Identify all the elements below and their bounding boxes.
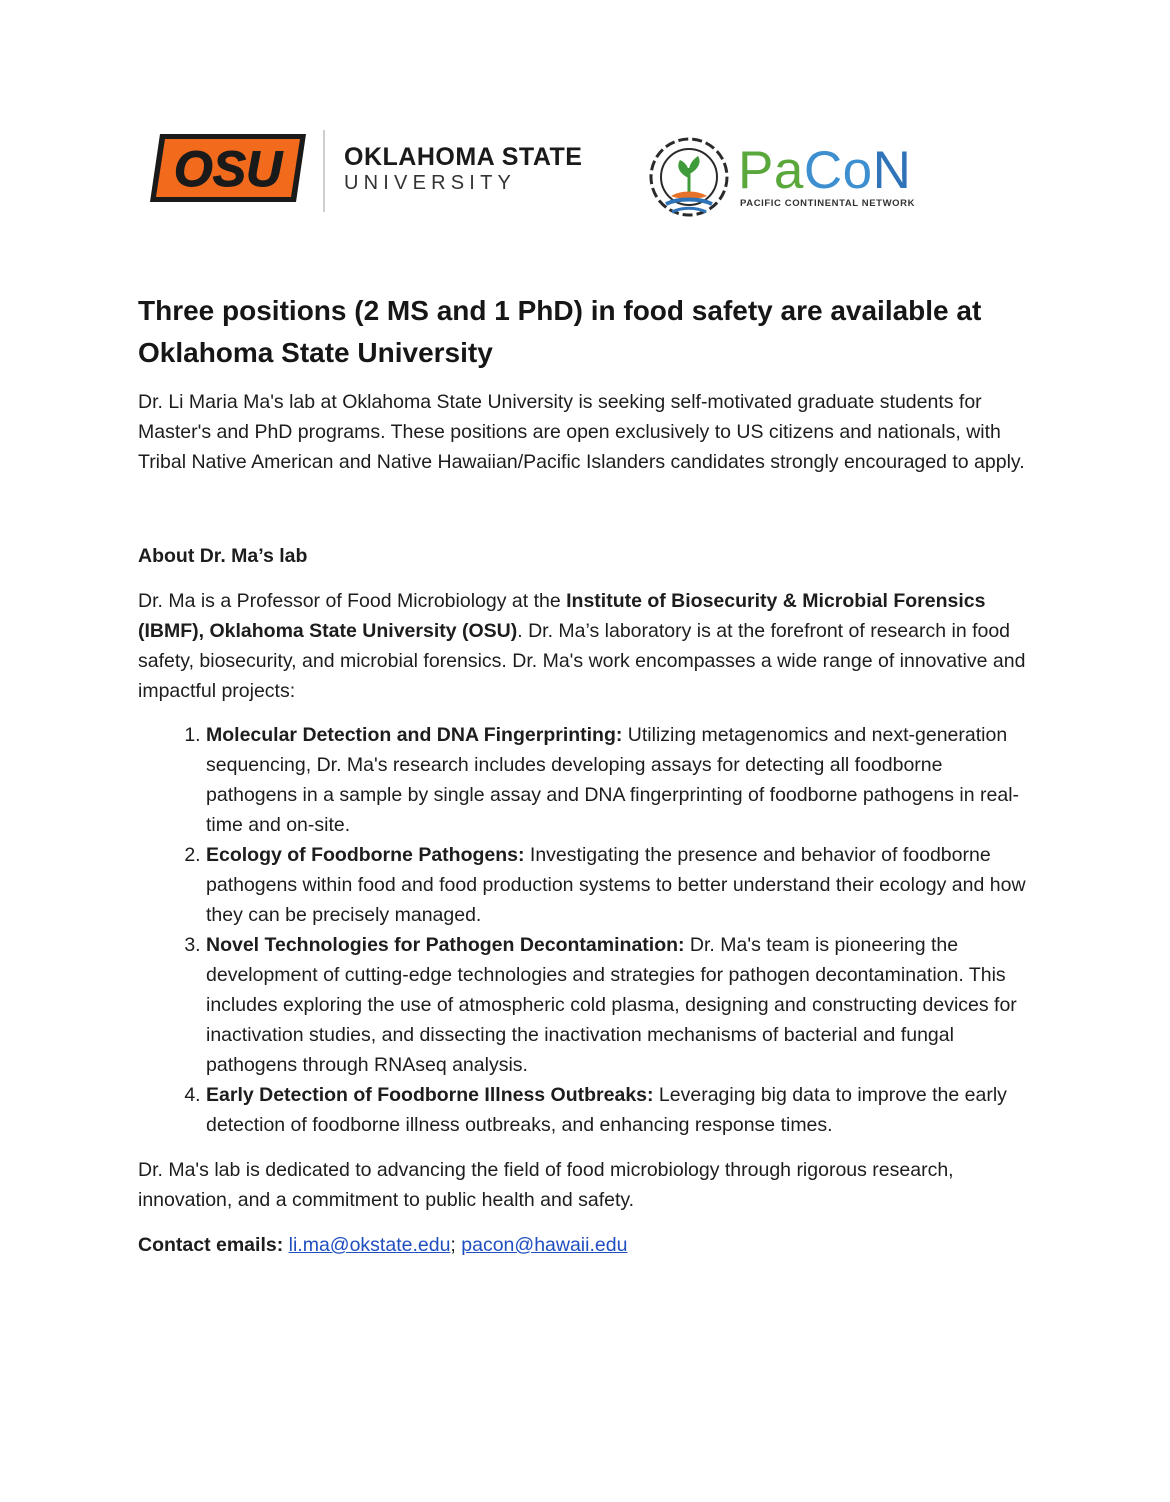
project-text: Investigating the presence and behavior of foodborne pathogens within food and food production systems to better understand their ecology and how they can be precisely managed.	[206, 844, 1026, 926]
osu-wordmark	[344, 142, 604, 194]
project-title: Novel Technologies for Pathogen Decontamination:	[206, 934, 685, 956]
osu-logo	[148, 128, 308, 208]
about-paragraph	[138, 586, 1038, 706]
osu-subname: UNIVERSITY	[344, 172, 517, 194]
about-text-start: Dr. Ma is a Professor of Food Microbiology at the	[138, 590, 567, 612]
project-text: Dr. Ma's team is pioneering the development of cutting-edge technologies and strategies for pathogen decontamination. This includes exploring the use of atmospheric cold plasma, designing and constructing devices for inactivation studies, and dissecting the inactivation mechanisms of bacterial and fungal pathogens through RNAseq analysis.	[206, 934, 1017, 1076]
list-item	[206, 840, 1038, 930]
email-link-hawaii[interactable]: pacon@hawaii.edu	[461, 1234, 628, 1256]
pacon-emblem	[646, 134, 732, 220]
projects-list	[138, 720, 1038, 1140]
about-heading: About Dr. Ma’s lab	[138, 545, 308, 567]
pacon-name	[738, 141, 958, 200]
pacon-subname: PACIFIC CONTINENTAL NETWORK	[740, 198, 916, 209]
pacon-name-pa: Pa	[738, 141, 804, 200]
pacon-name-co: Co	[803, 141, 873, 200]
osu-mark-text: OSU	[173, 141, 283, 197]
list-item	[206, 720, 1038, 840]
intro-paragraph: Dr. Li Maria Ma's lab at Oklahoma State University is seeking self-motivated graduate students for Master's and PhD programs. These positions are open exclusively to US citizens and nationals, with Tribal Native American and Native Hawaiian/Pacific Islanders candidates strongly encouraged to apply.	[138, 391, 1025, 473]
project-title: Ecology of Foodborne Pathogens:	[206, 844, 525, 866]
contact-line	[138, 1230, 1038, 1260]
logo-header	[148, 120, 948, 230]
flyer-content	[138, 290, 1038, 1260]
logo-divider	[323, 130, 325, 212]
about-text-end: . Dr. Ma’s laboratory is at the forefront of research in food safety, biosecurity, and microbial forensics. Dr. Ma's work encompasses a wide range of innovative and impactful projects:	[138, 620, 1026, 702]
project-text: Utilizing metagenomics and next-generation sequencing, Dr. Ma's research includes developing assays for detecting all foodborne pathogens in a sample by single assay and DNA fingerprinting of foodborne pathogens in real-time and on-site.	[206, 724, 1020, 836]
contact-label: Contact emails:	[138, 1234, 284, 1256]
list-item	[206, 1080, 1038, 1140]
project-title: Early Detection of Foodborne Illness Outbreaks:	[206, 1084, 654, 1106]
project-text: Leveraging big data to improve the early detection of foodborne illness outbreaks, and enhancing response times.	[206, 1084, 1007, 1136]
osu-name: OKLAHOMA STATE	[344, 143, 583, 171]
contact-separator: ;	[450, 1234, 456, 1256]
email-link-okstate[interactable]: li.ma@okstate.edu	[288, 1234, 451, 1256]
page-title: Three positions (2 MS and 1 PhD) in food safety are available at Oklahoma State University	[138, 295, 982, 368]
pacon-name-n: N	[872, 141, 912, 200]
project-title: Molecular Detection and DNA Fingerprinting:	[206, 724, 623, 746]
about-institute: Institute of Biosecurity & Microbial Forensics (IBMF), Oklahoma State University (OSU)	[138, 590, 986, 642]
closing-paragraph: Dr. Ma's lab is dedicated to advancing the field of food microbiology through rigorous research, innovation, and a commitment to public health and safety.	[138, 1159, 954, 1211]
pacon-wordmark	[738, 141, 958, 209]
list-item	[206, 930, 1038, 1080]
